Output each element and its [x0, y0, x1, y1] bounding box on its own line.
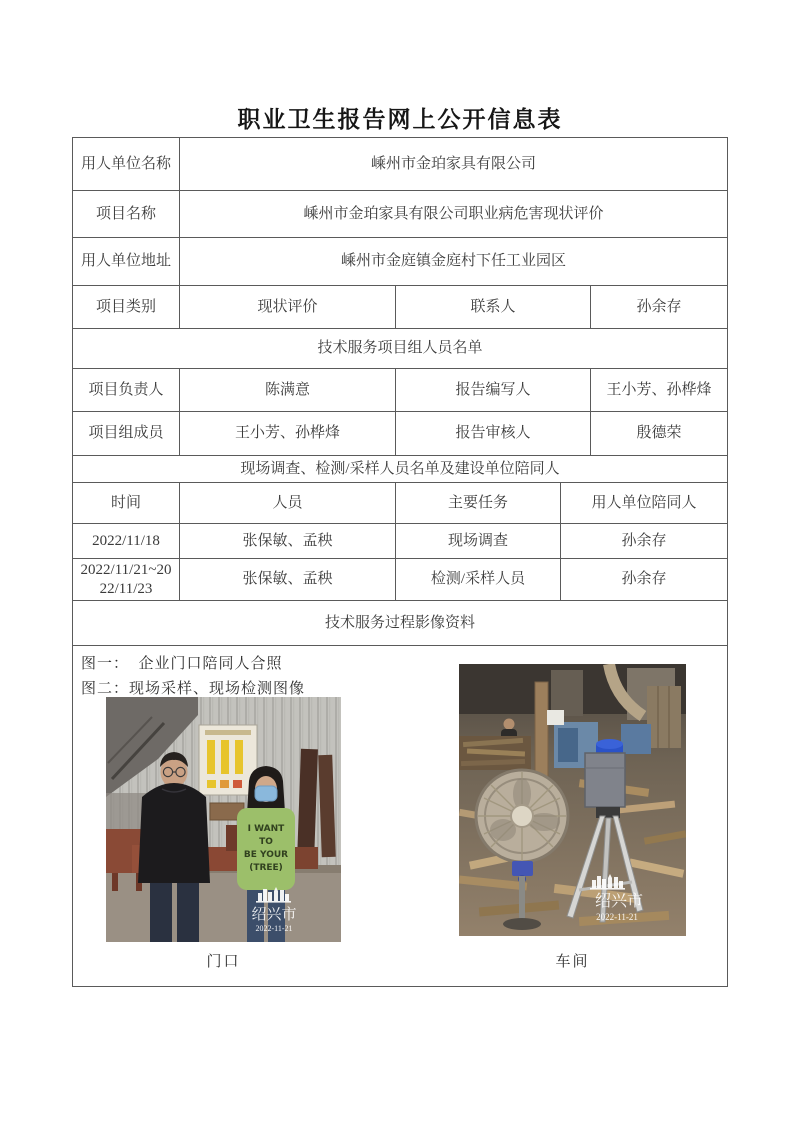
contact-value: 孙余存 [636, 298, 682, 315]
project-category-label: 项目类别 [73, 286, 180, 328]
project-leader-value: 陈满意 [180, 369, 396, 411]
report-writer-value: 王小芳、孙桦烽 [606, 381, 712, 398]
table-row [73, 369, 727, 412]
table-row [73, 238, 727, 286]
sweatshirt-text-line3: BE YOUR [243, 850, 289, 860]
employer-address-label: 用人单位地址 [73, 238, 180, 285]
survey1-personnel: 张保敏、孟秧 [180, 524, 396, 558]
tank [647, 686, 681, 748]
table-section-header [73, 329, 727, 369]
sweatshirt-text-line1: I WANT [247, 824, 285, 834]
survey1-escort: 孙余存 [621, 532, 667, 549]
figure2-caption: 图二：现场采样、现场检测图像 [81, 681, 306, 697]
report-writer-label: 报告编写人 [396, 369, 591, 411]
entrance-photo [106, 697, 341, 942]
survey1-task: 现场调查 [396, 524, 561, 558]
watermark-date: 2022-11-21 [596, 912, 638, 922]
watermark-city: 绍兴市 [251, 907, 297, 923]
team-members-label: 项目组成员 [73, 412, 180, 455]
survey2-personnel: 张保敏、孟秧 [180, 559, 396, 600]
table-row [73, 191, 727, 238]
survey2-task: 检测/采样人员 [396, 559, 561, 600]
col-escort: 用人单位陪同人 [591, 494, 697, 511]
table-row [73, 412, 727, 456]
post-box [547, 710, 564, 725]
employer-address-value: 嵊州市金庭镇金庭村下任工业园区 [340, 253, 566, 270]
table-row [73, 286, 727, 329]
col-time: 时间 [73, 483, 180, 523]
photo2-label: 车间 [555, 954, 590, 970]
project-leader-label: 项目负责人 [73, 369, 180, 411]
info-table [72, 137, 728, 987]
employer-name-value: 嵊州市金珀家具有限公司 [370, 155, 536, 172]
contact-label: 联系人 [396, 286, 591, 328]
photos-row [73, 646, 727, 986]
table-section-header [73, 456, 727, 483]
survey-header: 现场调查、检测/采样人员名单及建设单位陪同人 [240, 460, 560, 477]
table-row [73, 559, 727, 601]
fan-clamp [512, 861, 533, 876]
watermark-city: 绍兴市 [594, 893, 644, 910]
project-name-value: 嵊州市金珀家具有限公司职业病危害现状评价 [303, 205, 604, 222]
figure1-caption: 图一： 企业门口陪同人合照 [81, 656, 283, 672]
table-row [73, 524, 727, 559]
employer-name-label: 用人单位名称 [73, 138, 180, 190]
report-reviewer-label: 报告审核人 [396, 412, 591, 455]
project-category-value: 现状评价 [180, 286, 396, 328]
project-name-label: 项目名称 [73, 191, 180, 237]
watermark-date: 2022-11-21 [255, 924, 293, 933]
table-row [73, 138, 727, 191]
table-header-row [73, 483, 727, 524]
table-section-header [73, 601, 727, 646]
media-header: 技术服务过程影像资料 [324, 614, 475, 631]
team-header: 技术服务项目组人员名单 [317, 340, 483, 357]
page-title: 职业卫生报告网上公开信息表 [237, 107, 563, 132]
survey2-escort: 孙余存 [621, 571, 667, 588]
col-personnel: 人员 [180, 483, 396, 523]
green-sweatshirt [237, 808, 295, 890]
face-mask [255, 786, 277, 801]
survey2-time: 2022/11/21~2022/11/23 [73, 559, 180, 600]
sweatshirt-text-line4: (TREE) [249, 863, 283, 873]
sweatshirt-text-line2: TO [259, 837, 273, 847]
col-task: 主要任务 [396, 483, 561, 523]
wall-poster [199, 725, 257, 795]
survey1-time: 2022/11/18 [73, 524, 180, 558]
report-reviewer-value: 殷德荣 [636, 425, 682, 442]
photo1-label: 门口 [206, 954, 241, 970]
workshop-photo [459, 664, 686, 936]
team-members-value: 王小芳、孙桦烽 [180, 412, 396, 455]
